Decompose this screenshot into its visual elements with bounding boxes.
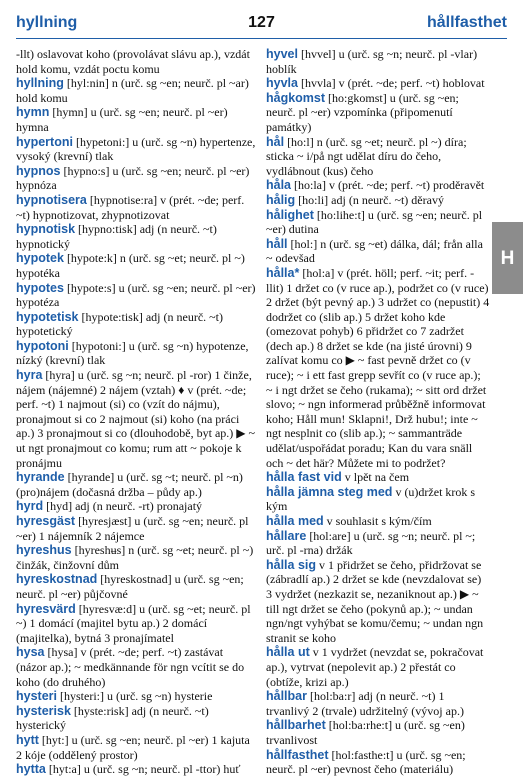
entry-headword: hyra	[16, 368, 43, 383]
dictionary-entry	[266, 718, 490, 747]
entry-headword: hytt	[16, 732, 39, 747]
entry-definition: [ho:lihe:t] u (urč. sg ~en; neurč. pl ~er) dutina	[266, 207, 483, 237]
entry-headword: hypotoni	[16, 338, 69, 353]
dictionary-entry	[16, 514, 256, 543]
dictionary-entry	[16, 572, 256, 601]
entry-headword: hypertoni	[16, 134, 73, 149]
entry-definition: [hvvla] v (prét. ~de; perf. ~t) hoblovat	[297, 76, 485, 91]
entry-headword: hymn	[16, 105, 50, 120]
dictionary-entry	[16, 105, 256, 134]
entry-definition: [ho:la] v (prét. ~de; perf. ~t) proděravět	[291, 178, 485, 193]
dictionary-entry	[16, 281, 256, 310]
entry-definition: [hyresvæ:d] u (urč. sg ~et; neurč. pl ~) 1 domácí (majitel bytu ap.) 2 domácí (majitelka), bytná 3 pronajímatel	[16, 601, 251, 645]
header-rule	[16, 38, 507, 39]
entry-definition: [hymn] u (urč. sg ~en; neurč. pl ~er) hymna	[16, 105, 228, 134]
entry-definition: v 1 vydržet (nevzdat se, pokračovat ap.), vytrvat (nepolevit ap.) 2 přestát co (obtíže, krizi ap.)	[266, 645, 484, 689]
page-header	[0, 14, 523, 36]
entry-definition: [hypote:k] n (urč. sg ~et; neurč. pl ~) hypotéka	[16, 251, 245, 280]
dictionary-entry	[16, 135, 256, 164]
dictionary-entry	[16, 251, 256, 280]
entry-definition: [hyl:nin] n (urč. sg ~en; neurč. pl ~ar) hold komu	[16, 76, 249, 105]
entry-headword: hypotes	[16, 280, 64, 295]
entry-headword: håla	[266, 178, 292, 193]
entry-headword: hypnotisera	[16, 192, 87, 207]
entry-definition: [hypetoni:] u (urč. sg ~n) hypertenze, vysoký (krevní) tlak	[16, 134, 256, 164]
entry-definition: [hypotoni:] u (urč. sg ~n) hypotenze, nízký (krevní) tlak	[16, 338, 249, 368]
dictionary-entry	[16, 689, 256, 704]
entry-definition: [hyste:risk] adj (n neurč. ~t) hysterický	[16, 703, 209, 733]
dictionary-entry	[16, 602, 256, 646]
entry-headword: hyllning	[16, 76, 64, 91]
dictionary-entry	[16, 733, 256, 762]
entry-headword: hål	[266, 134, 285, 149]
thumb-index-tab[interactable]	[492, 222, 523, 294]
dictionary-entry	[266, 470, 490, 485]
entry-headword: hållfasthet	[266, 747, 329, 762]
entry-definition: [hyt:a] u (urč. sg ~n; neurč. pl -ttor) huť	[45, 762, 241, 777]
entry-headword: hålla fast vid	[266, 470, 342, 485]
dictionary-entry	[16, 193, 256, 222]
entry-definition: v souhlasit s kým/čím	[323, 514, 432, 528]
entry-headword: hålig	[266, 192, 296, 207]
entry-headword: hyreshus	[16, 543, 72, 558]
dictionary-entry	[16, 499, 256, 514]
entry-headword: hyvel	[266, 47, 298, 61]
dictionary-entry	[266, 266, 490, 470]
dictionary-entry	[16, 368, 256, 470]
dictionary-entry	[266, 135, 490, 179]
dictionary-entry	[266, 558, 490, 646]
entry-definition: [hypnotise:ra] v (prét. ~de; perf. ~t) hypnotizovat, zhypnotizovat	[16, 192, 245, 222]
thumb-index-letter: H	[500, 248, 515, 269]
entry-definition: -llt) oslavovat koho (provolávat slávu ap.), vzdát hold komu, vzdát poctu komu	[16, 47, 250, 76]
dictionary-entry	[16, 47, 256, 76]
entry-headword: hyresgäst	[16, 514, 76, 528]
page-number: 127	[248, 14, 275, 31]
entry-definition: [hol:ba:rhe:t] u (urč. sg ~en) trvanlivost	[266, 718, 465, 747]
dictionary-entry	[266, 645, 490, 689]
dictionary-entry	[16, 645, 256, 689]
dictionary-entry	[266, 91, 490, 135]
entry-definition: [ho:li] adj (n neurč. ~t) děravý	[295, 192, 444, 207]
entry-headword: hyreskostnad	[16, 572, 98, 587]
dictionary-entry	[266, 485, 490, 514]
entry-headword: hytta	[16, 762, 46, 777]
dictionary-entry	[266, 514, 490, 529]
dictionary-entry	[266, 748, 490, 777]
entry-definition: v (u)držet krok s kým	[266, 484, 476, 514]
entry-headword: hålla jämna steg med	[266, 484, 393, 499]
entry-definition: [hyrande] u (urč. sg ~t; neurč. pl ~n) (pro)nájem (dočasná držba – půdy ap.)	[16, 470, 243, 499]
entry-headword: hålla med	[266, 514, 324, 528]
entry-headword: hypnotisk	[16, 222, 76, 237]
entry-definition: [hyreskostnad] u (urč. sg ~en; neurč. pl ~er) půjčovné	[16, 572, 244, 601]
dictionary-entry	[266, 76, 490, 91]
entry-headword: hålla sig	[266, 557, 317, 572]
entry-headword: hågkomst	[266, 90, 326, 105]
dictionary-entry	[266, 689, 490, 718]
entry-headword: hyresvärd	[16, 601, 76, 616]
entry-definition: [ho:l] n (urč. sg ~et; neurč. pl ~) díra; sticka ~ i/på ngt udělat díru do čeho, vydlábnout (kus) čeho	[266, 134, 467, 178]
entry-definition: [hyd] adj (n neurč. -rt) pronajatý	[43, 499, 203, 514]
entry-headword: hypotetisk	[16, 309, 79, 324]
entry-headword: hysterisk	[16, 703, 71, 718]
entry-definition: [hypote:tisk] adj (n neurč. ~t) hypotetický	[16, 309, 223, 339]
dictionary-entry	[16, 164, 256, 193]
entry-definition: v 1 přidržet se čeho, přidržovat se (zábradlí ap.) 2 držet se kde (nevzdalovat se) 3 vydržet (nezkazit se, nezaniknout ap.) ▶ ~ till ngt držet se čeho (pokynů ap.); ~ undan ngn/ngt vyhýbat se komu/čemu; ~ undan ngn stranit se koho	[266, 557, 484, 645]
running-head-right: hållfasthet	[426, 14, 507, 31]
entry-headword: hållbar	[266, 689, 307, 704]
entry-headword: hålla ut	[266, 645, 310, 660]
left-column	[16, 47, 256, 777]
entry-headword: hållbarhet	[266, 718, 326, 733]
entry-headword: håll	[266, 236, 288, 251]
entry-definition: [hvvel] u (urč. sg ~n; neurč. pl -vlar) hoblík	[266, 47, 478, 76]
entry-definition: [hol:fasthe:t] u (urč. sg ~en; neurč. pl ~er) pevnost čeho (materiálu)	[266, 747, 466, 777]
entry-definition: [hol:are] u (urč. sg ~n; neurč. pl ~; urč. pl -rna) držák	[266, 528, 476, 558]
entry-headword: hyrande	[16, 470, 65, 485]
entry-definition: [hysteri:] u (urč. sg ~n) hysterie	[57, 689, 213, 704]
dictionary-entry	[16, 704, 256, 733]
dictionary-entry	[266, 529, 490, 558]
dictionary-entry	[266, 47, 490, 76]
entry-definition: [hysa] v (prét. ~de; perf. ~t) zastávat (názor ap.); ~ medkännande för ngn vcítit se do koho (do druhého)	[16, 645, 245, 689]
entry-headword: hysa	[16, 645, 45, 660]
entry-definition: [hypote:s] u (urč. sg ~en; neurč. pl ~er) hypotéza	[16, 280, 256, 310]
dictionary-entry	[16, 310, 256, 339]
entry-headword: hyrd	[16, 499, 44, 514]
entry-definition: [hol:a] v (prét. höll; perf. ~it; perf. -llit) 1 držet co (v ruce ap.), podržet co (v ruce) 2 držet (být pevný ap.) 3 udržet co (nepustit) 4 dodržet co (slib ap.) 5 držet koho kde (omezovat pohyb) 6 přidržet co 7 zadržet (dech ap.) 8 držet se kde (na jisté úrovni) 9 zalívat komu co ▶ ~ fast pevně držet co (v ruce); ~ i ett fast grepp sevřít co (v ruce ap.); ~ i ngt držet se čeho (rukama); ~ sitt ord držet slovo; ~ ngn informerad průběžně informovat koho; Håll mun! Sklapni!, Drž hubu!; inte ~ ngt nesplnit co (slib ap.); ~ sammanträde udělat/uspořádat poradu; Kan du vara snäll och ~ det här? Můžete mi to podržet?	[266, 265, 490, 470]
entry-definition: [hol:ba:r] adj (n neurč. ~t) 1 trvanlivý 2 (trvale) udržitelný (vývoj ap.)	[266, 689, 464, 718]
dictionary-entry	[266, 237, 490, 266]
entry-headword: hypnos	[16, 163, 61, 178]
entry-headword: hyvla	[266, 76, 298, 91]
entry-definition: [hyt:] u (urč. sg ~en; neurč. pl ~er) 1 kajuta 2 kóje (oddělený prostor)	[16, 732, 250, 762]
entry-definition: [hypno:s] u (urč. sg ~en; neurč. pl ~er) hypnóza	[16, 163, 250, 193]
dictionary-entry	[266, 178, 490, 193]
dictionary-entry	[16, 470, 256, 499]
dictionary-entry	[16, 76, 256, 105]
entry-definition: [hyra] u (urč. sg ~n; neurč. pl -ror) 1 činže, nájem (nájemné) 2 nájem (vztah) ♦ v (prét. ~de; perf. ~t) 1 najmout (si) co (vzít do nájmu), pronajmout si co 2 najmout (si) koho (na práci ap.) 3 pronajmout si co (dlouhodobě, byt ap.) ▶ ~ ut ngt pronajmout co komu; rum att ~ pokoje k pronájmu	[16, 368, 256, 470]
dictionary-entry	[16, 339, 256, 368]
entry-definition: v lpět na čem	[341, 470, 410, 485]
dictionary-entry	[266, 208, 490, 237]
right-column	[266, 47, 490, 777]
dictionary-entry	[16, 222, 256, 251]
entry-definition: [ho:gkomst] u (urč. sg ~en; neurč. pl ~er) vzpomínka (připomenutí památky)	[266, 90, 459, 134]
entry-definition: [hyreshʉs] n (urč. sg ~et; neurč. pl ~) činžák, činžovní dům	[16, 543, 254, 572]
running-head-left: hyllning	[16, 14, 78, 31]
entry-headword: hållare	[266, 528, 307, 543]
entry-headword: hålla*	[266, 265, 300, 280]
entry-definition: [hyresjæst] u (urč. sg ~en; neurč. pl ~er) 1 nájemník 2 nájemce	[16, 514, 249, 543]
dictionary-entry	[16, 762, 256, 777]
entry-headword: hålighet	[266, 207, 314, 222]
entry-definition: [hol:] n (urč. sg ~et) dálka, dál; från alla ~ odevšad	[266, 236, 483, 266]
dictionary-entry	[266, 193, 490, 208]
entry-definition: [hypno:tisk] adj (n neurč. ~t) hypnotický	[16, 222, 217, 251]
entry-headword: hypotek	[16, 251, 64, 266]
dictionary-entry	[16, 543, 256, 572]
entry-headword: hysteri	[16, 689, 57, 704]
